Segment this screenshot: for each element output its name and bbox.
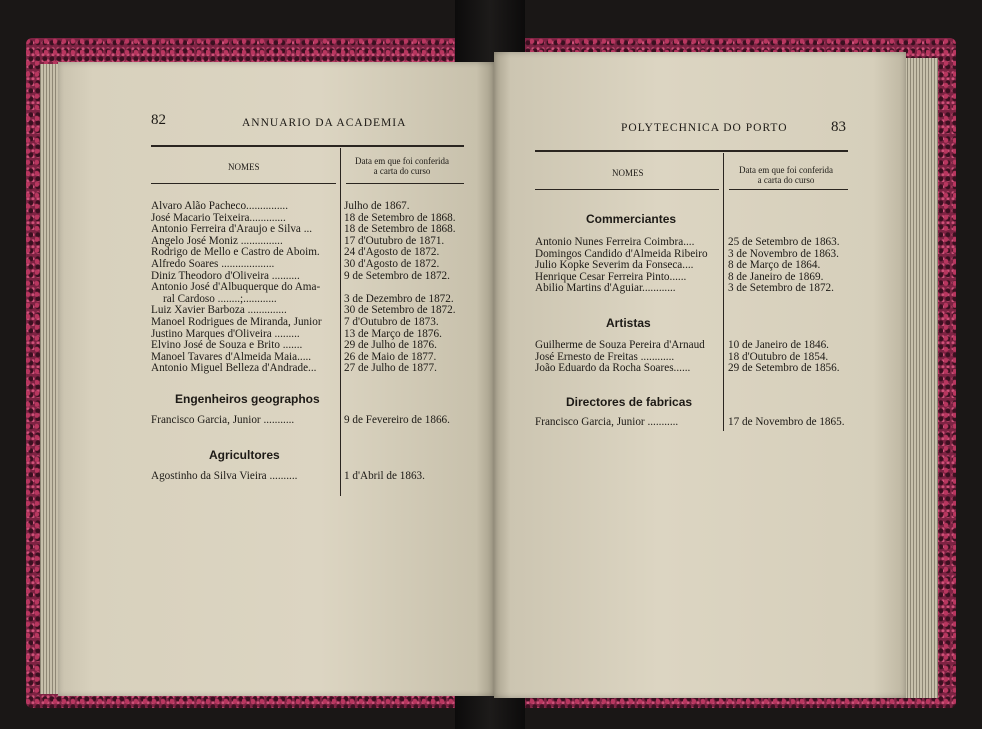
section-title: Artistas: [606, 316, 651, 330]
subheader-rule-date: [729, 189, 848, 190]
column-header-date: [730, 165, 842, 185]
main-list: [151, 201, 322, 375]
header-rule: [151, 145, 464, 147]
date-cell: 17 de Novembro de 1865.: [728, 416, 845, 428]
date-cell: [344, 282, 456, 294]
header-rule: [535, 150, 848, 152]
table-row: Antonio Ferreira d'Araujo e Silva ...: [151, 223, 313, 236]
table-row: José Ernesto de Freitas ............: [535, 350, 675, 363]
date-cell: 29 de Julho de 1876.: [344, 339, 437, 352]
table-row: Julio Kopke Severim da Fonseca....: [535, 259, 694, 272]
subheader-rule-names: [151, 183, 336, 184]
table-row: Elvino José de Souza e Brito .......: [151, 339, 303, 352]
column-header-date-line2: a carta do curso: [757, 175, 815, 185]
column-header-date-line2: a carta do curso: [373, 166, 431, 176]
column-header-date-line1: Data em que foi conferida: [739, 165, 833, 175]
subheader-rule-names: [535, 189, 719, 190]
table-row: Antonio José d'Albuquerque do Ama-: [151, 281, 321, 294]
commerciantes-dates: [728, 237, 840, 295]
page-number: 83: [831, 119, 846, 135]
date-cell: 3 de Setembro de 1872.: [728, 282, 834, 295]
date-cell: 29 de Setembro de 1856.: [728, 362, 840, 375]
table-row: Antonio Miguel Belleza d'Andrade...: [151, 362, 317, 375]
table-row: Rodrigo de Mello e Castro de Aboim.: [151, 246, 320, 259]
date-cell: 1 d'Abril de 1863.: [344, 470, 425, 482]
table-row: Domingos Candido d'Almeida Ribeiro: [535, 247, 708, 260]
table-row: Antonio Nunes Ferreira Coimbra....: [535, 236, 695, 248]
table-row: Luiz Xavier Barboza ..............: [151, 304, 287, 317]
date-cell: 8 de Janeiro de 1869.: [728, 270, 824, 283]
main-dates: [344, 201, 456, 375]
date-cell: 9 de Fevereiro de 1866.: [344, 414, 450, 426]
column-divider: [723, 153, 724, 431]
column-header-names: NOMES: [612, 168, 644, 178]
date-cell: Julho de 1867.: [344, 200, 410, 212]
date-cell: 18 d'Outubro de 1854.: [728, 350, 829, 363]
running-head: POLYTECHNICA DO PORTO: [621, 122, 788, 134]
date-cell: 3 de Novembro de 1863.: [728, 247, 839, 260]
section-title: Engenheiros geographos: [175, 392, 320, 406]
date-cell: 30 d'Agosto de 1872.: [344, 257, 440, 270]
section-title: Directores de fabricas: [566, 395, 693, 409]
table-row: Diniz Theodoro d'Oliveira ..........: [151, 269, 300, 282]
table-row: João Eduardo da Rocha Soares......: [535, 362, 691, 375]
date-cell: 24 d'Agosto de 1872.: [344, 246, 440, 259]
date-cell: 17 d'Outubro de 1871.: [344, 234, 445, 247]
date-cell: 26 de Maio de 1877.: [344, 350, 437, 363]
column-header-date: [346, 156, 458, 176]
artistas-dates: [728, 340, 840, 375]
table-row: Agostinho da Silva Vieira ..........: [151, 470, 298, 482]
table-row: José Macario Teixeira.............: [151, 211, 286, 224]
date-cell: 10 de Janeiro de 1846.: [728, 339, 829, 351]
table-row: ral Cardoso ........;............: [163, 292, 277, 305]
date-cell: 27 de Julho de 1877.: [344, 362, 437, 375]
date-cell: 30 de Setembro de 1872.: [344, 304, 456, 317]
table-row: Francisco Garcia, Junior ...........: [535, 416, 679, 428]
table-row: Alfredo Soares ...................: [151, 257, 275, 270]
page-number: 82: [151, 112, 166, 128]
table-row: Manoel Rodrigues de Miranda, Junior: [151, 315, 322, 328]
page-edges-right: [902, 58, 938, 698]
date-cell: 3 de Dezembro de 1872.: [344, 292, 454, 305]
commerciantes-list: [535, 237, 708, 295]
date-cell: 9 de Setembro de 1872.: [344, 269, 450, 282]
column-header-names: NOMES: [228, 162, 260, 172]
table-row: Guilherme de Souza Pereira d'Arnaud: [535, 339, 705, 351]
right-page: [494, 52, 906, 698]
table-row: Alvaro Alão Pacheco...............: [151, 200, 289, 212]
table-row: Henrique Cesar Ferreira Pinto......: [535, 270, 687, 283]
table-row: Manoel Tavares d'Almeida Maia.....: [151, 350, 312, 363]
date-cell: 8 de Março de 1864.: [728, 259, 821, 272]
column-divider: [340, 148, 341, 496]
table-row: Francisco Garcia, Junior ...........: [151, 414, 295, 426]
column-header-date-line1: Data em que foi conferida: [355, 156, 449, 166]
subheader-rule-date: [346, 183, 464, 184]
table-row: Justino Marques d'Oliveira .........: [151, 327, 300, 340]
section-title: Agricultores: [209, 448, 280, 462]
table-row: Abilio Martins d'Aguiar............: [535, 282, 676, 295]
section-title: Commerciantes: [586, 212, 677, 226]
date-cell: 18 de Setembro de 1868.: [344, 223, 456, 236]
date-cell: 18 de Setembro de 1868.: [344, 211, 456, 224]
date-cell: 13 de Março de 1876.: [344, 327, 442, 340]
table-row: Angelo José Moniz ...............: [151, 234, 283, 247]
date-cell: 25 de Setembro de 1863.: [728, 236, 840, 248]
date-cell: 7 d'Outubro de 1873.: [344, 315, 439, 328]
running-head: ANNUARIO DA ACADEMIA: [242, 117, 407, 129]
artistas-list: [535, 340, 705, 375]
